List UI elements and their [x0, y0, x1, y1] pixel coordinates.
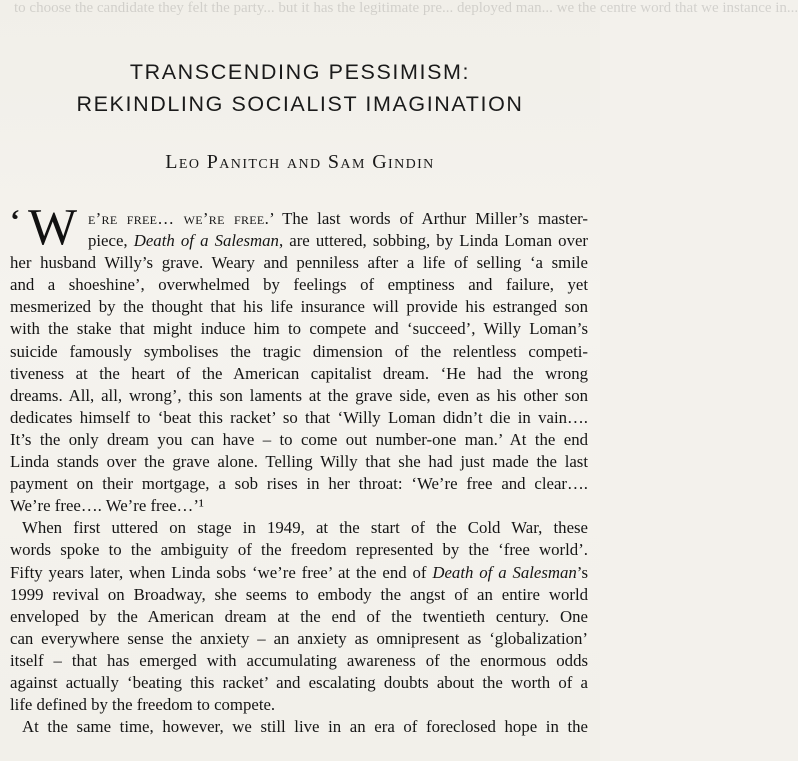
text-line: can everywhere sense the anxiety – an anxiety as omnipresent as ‘globalization’: [10, 628, 588, 648]
italic-title: Death of a Salesman: [133, 231, 279, 251]
text-line: with the stake that might induce him to compete and ‘succeed’, Willy Loman’s: [10, 319, 588, 339]
text-line: When first uttered on stage in 1949, at the start of the Cold War, these: [22, 518, 588, 538]
italic-title: Death of a Salesman: [432, 562, 577, 582]
chapter-title: [0, 56, 600, 120]
text-line: At the same time, however, we still live in an era of foreclosed hope in the: [22, 717, 588, 737]
text-span: ’s: [576, 562, 588, 582]
opening-block: [10, 199, 588, 256]
text-span: piece,: [88, 231, 134, 251]
text-span: Fifty years later, when Linda sobs ‘we’re free’ at the end of: [10, 562, 433, 582]
chapter-body: [10, 199, 588, 738]
text-line: her husband Willy’s grave. Weary and penniless after a life of selling ‘a smile: [10, 253, 588, 273]
chapter-authors: Leo Panitch and Sam Gindin: [165, 151, 435, 173]
text-line: dreams. All, all, wrong’, this son laments at the grave side, even as his other son: [10, 385, 588, 405]
text-line: [10, 562, 588, 584]
text-line: Linda stands over the grave alone. Telling Willy that she had just made the last: [10, 452, 588, 472]
opening-smallcaps: e’re free… we’re free.: [88, 209, 270, 228]
text-line: It’s the only dream you can have – to come out number-one man.’ At the end: [10, 429, 588, 449]
bleed-through-text: to choose the candidate they felt the party... but it has the legitimate pre... deployed man... we the centre word that we instance in...: [14, 0, 798, 16]
text-line: against actually ‘beating this racket’ and escalating doubts about the worth of a: [10, 672, 588, 692]
text-line: suicide famously symbolises the tragic dimension of the relentless competi-: [10, 341, 588, 361]
text-line: [10, 230, 588, 252]
text-line: mesmerized by the thought that his life insurance will provide his estranged son: [10, 297, 588, 317]
opening-quote-mark: ‘: [10, 204, 20, 237]
drop-cap-lines: [10, 204, 588, 252]
text-line: payment on their mortgage, a sob rises in her throat: ‘We’re free and clear….: [10, 474, 588, 494]
chapter-title-line-1: TRANSCENDING PESSIMISM:: [129, 60, 471, 84]
text-span: ’ The last words of Arthur Miller’s master-: [269, 209, 588, 228]
text-line: [10, 208, 588, 230]
drop-cap-letter: W: [28, 199, 78, 256]
text-line: dedicates himself to ‘beat this racket’ so that ‘Willy Loman didn’t die in vain….: [10, 407, 588, 427]
chapter-title-line-2: REKINDLING SOCIALIST IMAGINATION: [76, 92, 524, 116]
text-span: , are uttered, sobbing, by Linda Loman over: [278, 231, 588, 251]
text-line: life defined by the freedom to compete.: [10, 695, 276, 715]
text-line: itself – that has emerged with accumulating awareness of the enormous odds: [10, 650, 588, 670]
text-line: 1999 revival on Broadway, she seems to embody the angst of an entire world: [10, 584, 588, 604]
text-line: enveloped by the American dream at the end of the twentieth century. One: [10, 606, 588, 626]
text-line: and a shoeshine’, overwhelmed by feelings of emptiness and failure, yet: [10, 275, 588, 295]
text-line: words spoke to the ambiguity of the freedom represented by the ‘free world’.: [10, 540, 588, 560]
text-line: tiveness at the heart of the American capitalist dream. ‘He had the wrong: [10, 363, 588, 383]
text-line: We’re free…. We’re free…’¹: [10, 496, 204, 516]
